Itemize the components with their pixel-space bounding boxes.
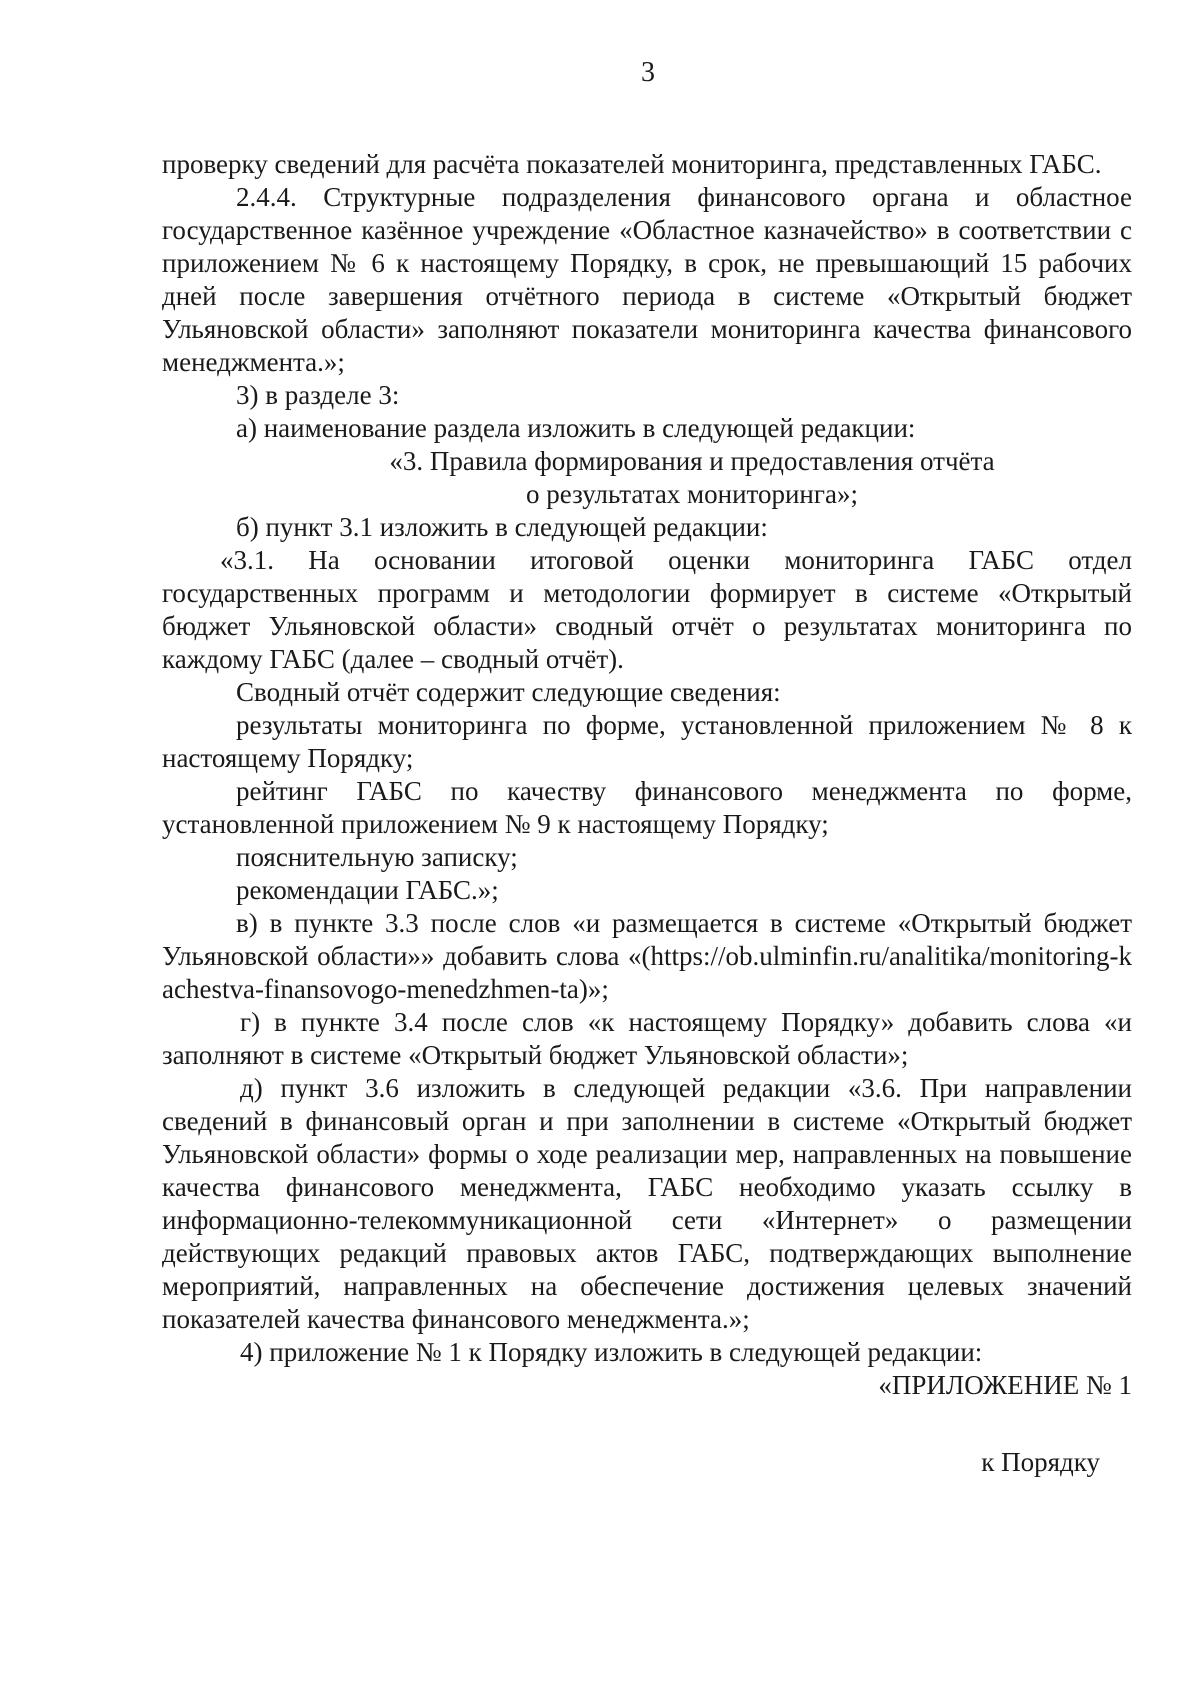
document-body (162, 148, 1132, 1479)
paragraph-rating: рейтинг ГАБС по качеству финансового менеджмента по форме, установленной приложением № 9 к настоящему Порядку; (162, 776, 1132, 839)
paragraph-explanatory-note: пояснительную записку; (236, 842, 518, 872)
section-title-line-2: о результатах мониторинга»; (526, 479, 858, 509)
paragraph-item-v (162, 907, 1132, 1006)
monitoring-link: «(https://ob.ulminfin.ru/analitika/monitoring-kachestva-finansovogo-menedzhmen-ta)»; (162, 941, 1132, 1004)
paragraph-report-contents: Сводный отчёт содержит следующие сведения: (236, 677, 781, 707)
paragraph-item-g: г) в пункте 3.4 после слов «к настоящему Порядку» добавить слова «и заполняют в системе «Открытый бюджет Ульяновской области»; (162, 1007, 1132, 1070)
paragraph-2-4-4: 2.4.4. Структурные подразделения финансового органа и областное государственное казённое учреждение «Областное казначейство» в соответствии с приложением № 6 к настоящему Порядку, в срок, не превышающий 15 рабочих дней после завершения отчётного периода в системе «Открытый бюджет Ульяновской области» заполняют показатели мониторинга качества финансового менеджмента.»; (162, 182, 1132, 377)
paragraph-continuation: проверку сведений для расчёта показателей мониторинга, представленных ГАБС. (162, 149, 1102, 179)
section-title-line-1: «3. Правила формирования и предоставления отчёта (389, 446, 995, 476)
paragraph-item-a: а) наименование раздела изложить в следующей редакции: (236, 413, 916, 443)
paragraph-3-1: «3.1. На основании итоговой оценки мониторинга ГАБС отдел государственных программ и методологии формирует в системе «Открытый бюджет Ульяновской области» сводный отчёт о результатах мониторинга по каждому ГАБС (далее – сводный отчёт). (162, 545, 1132, 674)
paragraph-monitoring-results: результаты мониторинга по форме, установленной приложением № 8 к настоящему Порядку; (162, 710, 1132, 773)
paragraph-recommendations: рекомендации ГАБС.»; (236, 875, 499, 905)
paragraph-section-3: 3) в разделе 3: (236, 380, 400, 410)
paragraph-item-d: д) пункт 3.6 изложить в следующей редакции «3.6. При направлении сведений в финансовый орган и при заполнении в системе «Открытый бюджет Ульяновской области» формы о ходе реализации мер, направленных на повышение качества финансового менеджмента, ГАБС необходимо указать ссылку в информационно-телекоммуникационной сети «Интернет» о размещении действующих редакций правовых актов ГАБС, подтверждающих выполнение мероприятий, направленных на обеспечение достижения целевых значений показателей качества финансового менеджмента.»; (162, 1073, 1132, 1334)
paragraph-item-b: б) пункт 3.1 изложить в следующей редакции: (236, 512, 768, 542)
paragraph-item-4: 4) приложение № 1 к Порядку изложить в следующей редакции: (240, 1337, 983, 1367)
appendix-subheading: к Порядку (981, 1447, 1100, 1477)
page-number: 3 (641, 57, 655, 88)
item-v-text: в) в пункте 3.3 после слов «и размещается в системе «Открытый бюджет Ульяновской области»» добавить слова (162, 908, 1132, 971)
appendix-heading: «ПРИЛОЖЕНИЕ № 1 (878, 1370, 1132, 1400)
